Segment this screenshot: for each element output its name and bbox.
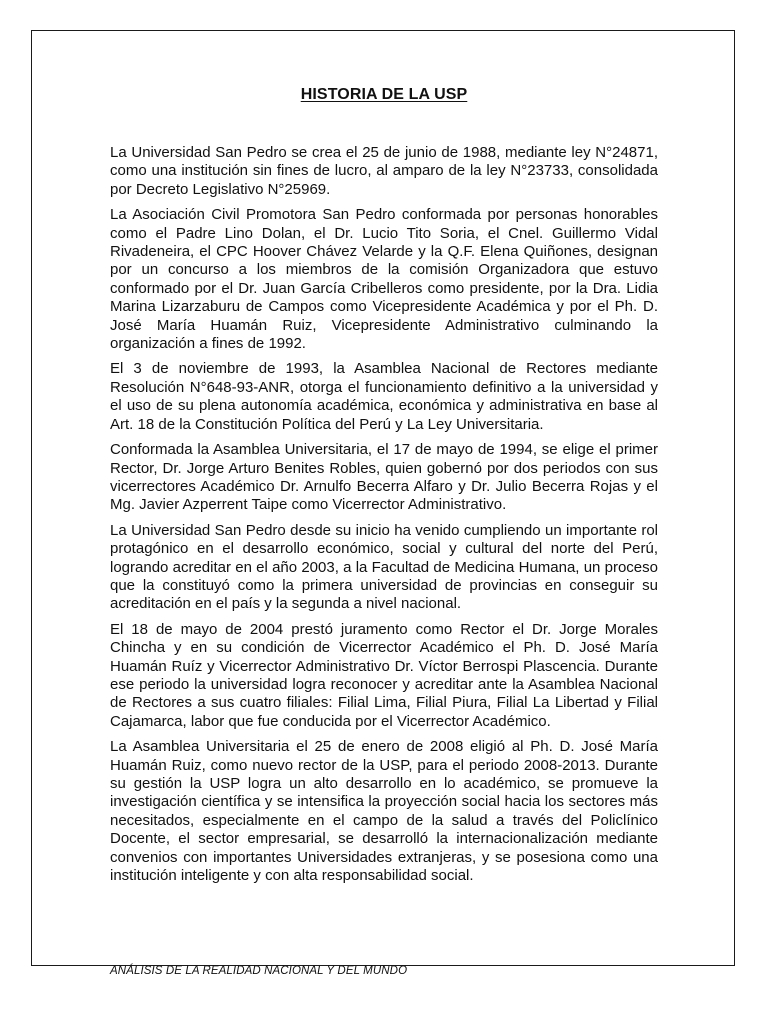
document-title: HISTORIA DE LA USP	[300, 86, 468, 103]
paragraph-6: El 18 de mayo de 2004 prestó juramento como Rector el Dr. Jorge Morales Chincha y en su condición de Vicerrector Académico el Ph. D. José María Huamán Ruíz y Vicerrector Administrativo Dr. Víctor Berrospi Plascencia. Durante ese periodo la universidad logra reconocer y acreditar ante la Asamblea Nacional de Rectores a sus cuatro filiales: Filial Lima, Filial Piura, Filial La Libertad y Filial Cajamarca, labor que fue conducida por el Vicerrector Académico.	[110, 620, 658, 730]
paragraph-5: La Universidad San Pedro desde su inicio ha venido cumpliendo un importante rol protagónico en el desarrollo económico, social y cultural del norte del Perú, logrando acreditar en el año 2003, a la Facultad de Medicina Humana, un proceso que la constituyó como la primera universidad de provincias en conseguir su acreditación en el país y la segunda a nivel nacional.	[110, 521, 658, 613]
paragraph-3: El 3 de noviembre de 1993, la Asamblea Nacional de Rectores mediante Resolución N°648-93-ANR, otorga el funcionamiento definitivo a la universidad y el uso de su plena autonomía académica, económica y administrativa en base al Art. 18 de la Constitución Política del Perú y La Ley Universitaria.	[110, 360, 658, 433]
paragraph-1: La Universidad San Pedro se crea el 25 de junio de 1988, mediante ley N°24871, como una institución sin fines de lucro, al amparo de la ley N°23733, consolidada por Decreto Legislativo N°25969.	[110, 144, 658, 198]
paragraph-7: La Asamblea Universitaria el 25 de enero de 2008 eligió al Ph. D. José María Huamán Ruiz, como nuevo rector de la USP, para el periodo 2008-2013. Durante su gestión la USP logra un alto desarrollo en lo académico, se promueve la investigación científica y se intensifica la proyección social hacia los sectores más necesitados, especialmente en el campo de la salud a través del Policlínico Docente, el sector empresarial, se desarrolló la internacionalización mediante convenios con importantes Universidades extranjeras, y se posesiona como una institución inteligente y con alta responsabilidad social.	[110, 738, 658, 885]
paragraph-2: La Asociación Civil Promotora San Pedro conformada por personas honorables como el Padre Lino Dolan, el Dr. Lucio Tito Soria, el Cnel. Guillermo Vidal Rivadeneira, el CPC Hoover Chávez Velarde y la Q.F. Elena Quiñones, designan por un concurso a los miembros de la comisión Organizadora que estuvo conformado por el Dr. Juan García Cribelleros como presidente, por la Dra. Lidia Marina Lizarzaburu de Campos como Vicepresidente Académica y por el Ph. D. José María Huamán Ruiz, Vicepresidente Administrativo culminando la organización a fines de 1992.	[110, 206, 658, 353]
paragraph-4: Conformada la Asamblea Universitaria, el 17 de mayo de 1994, se elige el primer Rector, Dr. Jorge Arturo Benites Robles, quien gobernó por dos periodos con sus vicerrectores Académico Dr. Arnulfo Becerra Alfaro y Dr. Julio Becerra Rojas y el Mg. Javier Azperrent Taipe como Vicerrector Administrativo.	[110, 441, 658, 514]
document-body	[110, 144, 658, 892]
page-footer: ANÁLISIS DE LA REALIDAD NACIONAL Y DEL MUNDO	[110, 965, 408, 977]
